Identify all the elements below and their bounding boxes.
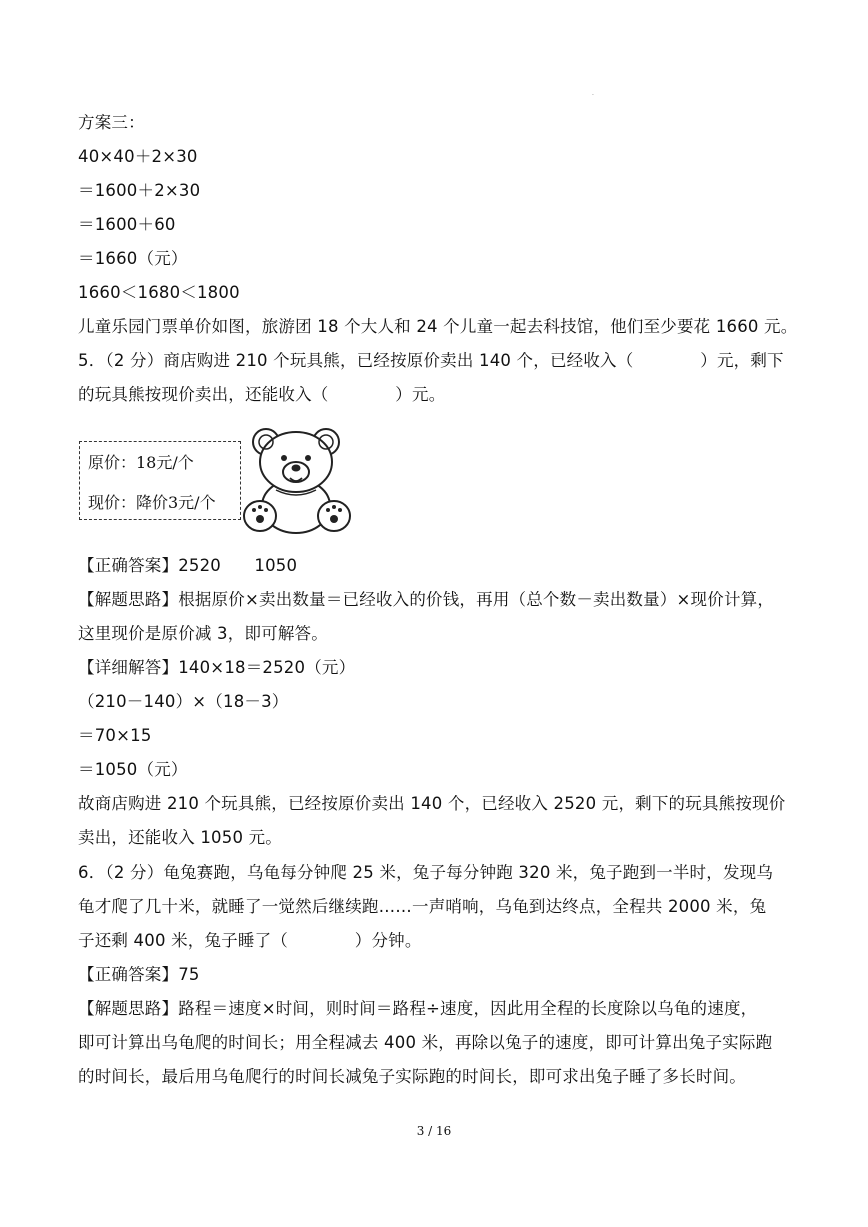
text-line: ＝1660（元） [78,249,188,268]
text-line: 【详细解答】140×18＝2520（元） [78,658,356,677]
question-5-line-1: 5．（2 分）商店购进 210 个玩具熊，已经按原价卖出 140 个，已经收入（ ）元，剩下 [78,351,784,370]
text-line: ＝70×15 [78,726,152,745]
text-line: 【解题思路】路程＝速度×时间，则时间＝路程÷速度，因此用全程的长度除以乌龟的速度， [78,999,758,1018]
text-line: 这里现价是原价减 3，即可解答。 [78,624,328,643]
text-line: 方案三： [78,113,145,132]
question-6-line-3: 子还剩 400 米，兔子睡了（ ）分钟。 [78,931,422,950]
text-line: （210－140）×（18－3） [78,692,289,711]
question-6-line-2: 龟才爬了几十米，就睡了一觉然后继续跑……一声哨响，乌龟到达终点，全程共 2000 米，兔 [78,897,767,916]
text-line: 卖出，还能收入 1050 元。 [78,828,282,847]
text-line: 【解题思路】根据原价×卖出数量＝已经收入的价钱，再用（总个数－卖出数量）×现价计算， [78,590,775,609]
speck: · [592,92,594,99]
answer-line: 【正确答案】75 [78,965,200,984]
current-price: 现价：降价3元/个 [88,493,216,512]
text-line: ＝1600＋2×30 [78,181,201,200]
text-line: ＝1600＋60 [78,215,176,234]
answer-line: 【正确答案】2520 1050 [78,556,298,575]
question-5-line-2: 的玩具熊按现价卖出，还能收入（ ）元。 [78,385,446,404]
teddy-bear-illustration [236,420,356,538]
question-6-line-1: 6．（2 分）龟兔赛跑，乌龟每分钟爬 25 米，兔子每分钟跑 320 米，兔子跑到一半时，发现乌 [78,863,774,882]
page-number: 3 / 16 [416,1124,452,1138]
text-line: 即可计算出乌龟爬的时间长；用全程减去 400 米，再除以兔子的速度，即可计算出兔子实际跑 [78,1033,773,1052]
text-line: 儿童乐园门票单价如图，旅游团 18 个大人和 24 个儿童一起去科技馆，他们至少要花 1660 元。 [78,317,798,336]
text-line: 1660＜1680＜1800 [78,283,240,302]
text-line: ＝1050（元） [78,760,188,779]
text-line: 40×40＋2×30 [78,147,198,166]
original-price: 原价：18元/个 [88,453,194,472]
price-sign [79,441,241,520]
text-line: 故商店购进 210 个玩具熊，已经按原价卖出 140 个，已经收入 2520 元，剩下的玩具熊按现价 [78,794,786,813]
text-line: 的时间长，最后用乌龟爬行的时间长减兔子实际跑的时间长，即可求出兔子睡了多长时间。 [78,1067,746,1086]
